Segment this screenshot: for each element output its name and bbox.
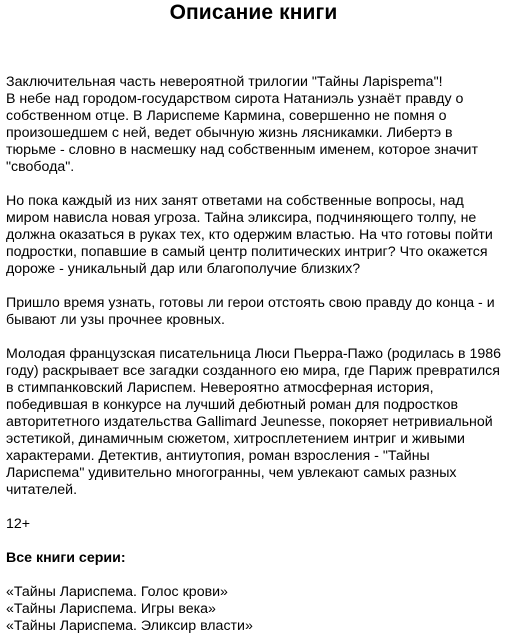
paragraph-spacer bbox=[6, 329, 501, 346]
paragraph-spacer bbox=[6, 567, 501, 584]
paragraph-2-text: Но пока каждый из них занят ответами на собственные вопросы, над миром нависла новая угроза. Тайна эликсира, подчиняющего толпу, не должна оказаться в руках тех, кто одержим властью. На что готовы пойти подростки, попавшие в самый центр политических интриг? Что окажется дороже - уникальный дар или благополучие близких? bbox=[6, 193, 493, 277]
paragraph-spacer bbox=[6, 176, 501, 193]
paragraph-3-text: Пришло время узнать, готовы ли герои отстоять свою правду до конца - и бывают ли узы прочнее кровных. bbox=[6, 295, 495, 328]
age-rating: 12+ bbox=[6, 516, 31, 532]
page-title: Описание книги bbox=[169, 1, 338, 24]
description-paragraph-3 bbox=[6, 295, 501, 329]
author-paragraph bbox=[6, 346, 501, 499]
paragraph-1-line-1: Заключительная часть невероятной трилогии "Тайны Ларispema"! bbox=[6, 74, 443, 90]
paragraph-spacer bbox=[6, 278, 501, 295]
description-paragraph-1 bbox=[6, 74, 501, 176]
series-item-1: «Тайны Лариспема. Голос крови» bbox=[6, 584, 228, 600]
author-paragraph-text: Молодая французская писательница Люси Пьерра-Пажо (родилась в 1986 году) раскрывает все загадки созданного ею мира, где Париж превратился в стимпанковский Лариспем. Невероятно атмосферная история, победившая в конкурсе на лучший дебютный роман для подростков авторитетного издательства Gallimard Jeunesse, покоряет нетривиальной эстетикой, динамичным сюжетом, хитросплетением интриг и живыми характерами. Детектив, антиутопия, роман взросления - "Тайны Лариспема" удивительно многогранны, чем увлекают самых разных читателей. bbox=[6, 346, 502, 498]
paragraph-spacer bbox=[6, 533, 501, 550]
series-item-3: «Тайны Лариспема. Эликсир власти» bbox=[6, 618, 253, 634]
series-item-2: «Тайны Лариспема. Игры века» bbox=[6, 601, 216, 617]
description-body bbox=[6, 74, 501, 635]
description-paragraph-2 bbox=[6, 193, 501, 278]
paragraph-spacer bbox=[6, 499, 501, 516]
paragraph-1-line-2: В небе над городом-государством сирота Натаниэль узнаёт правду о собственном отце. В Лариспеме Кармина, совершенно не помня о произошедшем с ней, ведет обычную жизнь лясникамки. Либертэ в тюрьме - словно в насмешку над собственным именем, которое значит "свобода". bbox=[6, 91, 478, 175]
series-heading: Все книги серии: bbox=[6, 550, 126, 566]
series-list bbox=[6, 584, 501, 635]
